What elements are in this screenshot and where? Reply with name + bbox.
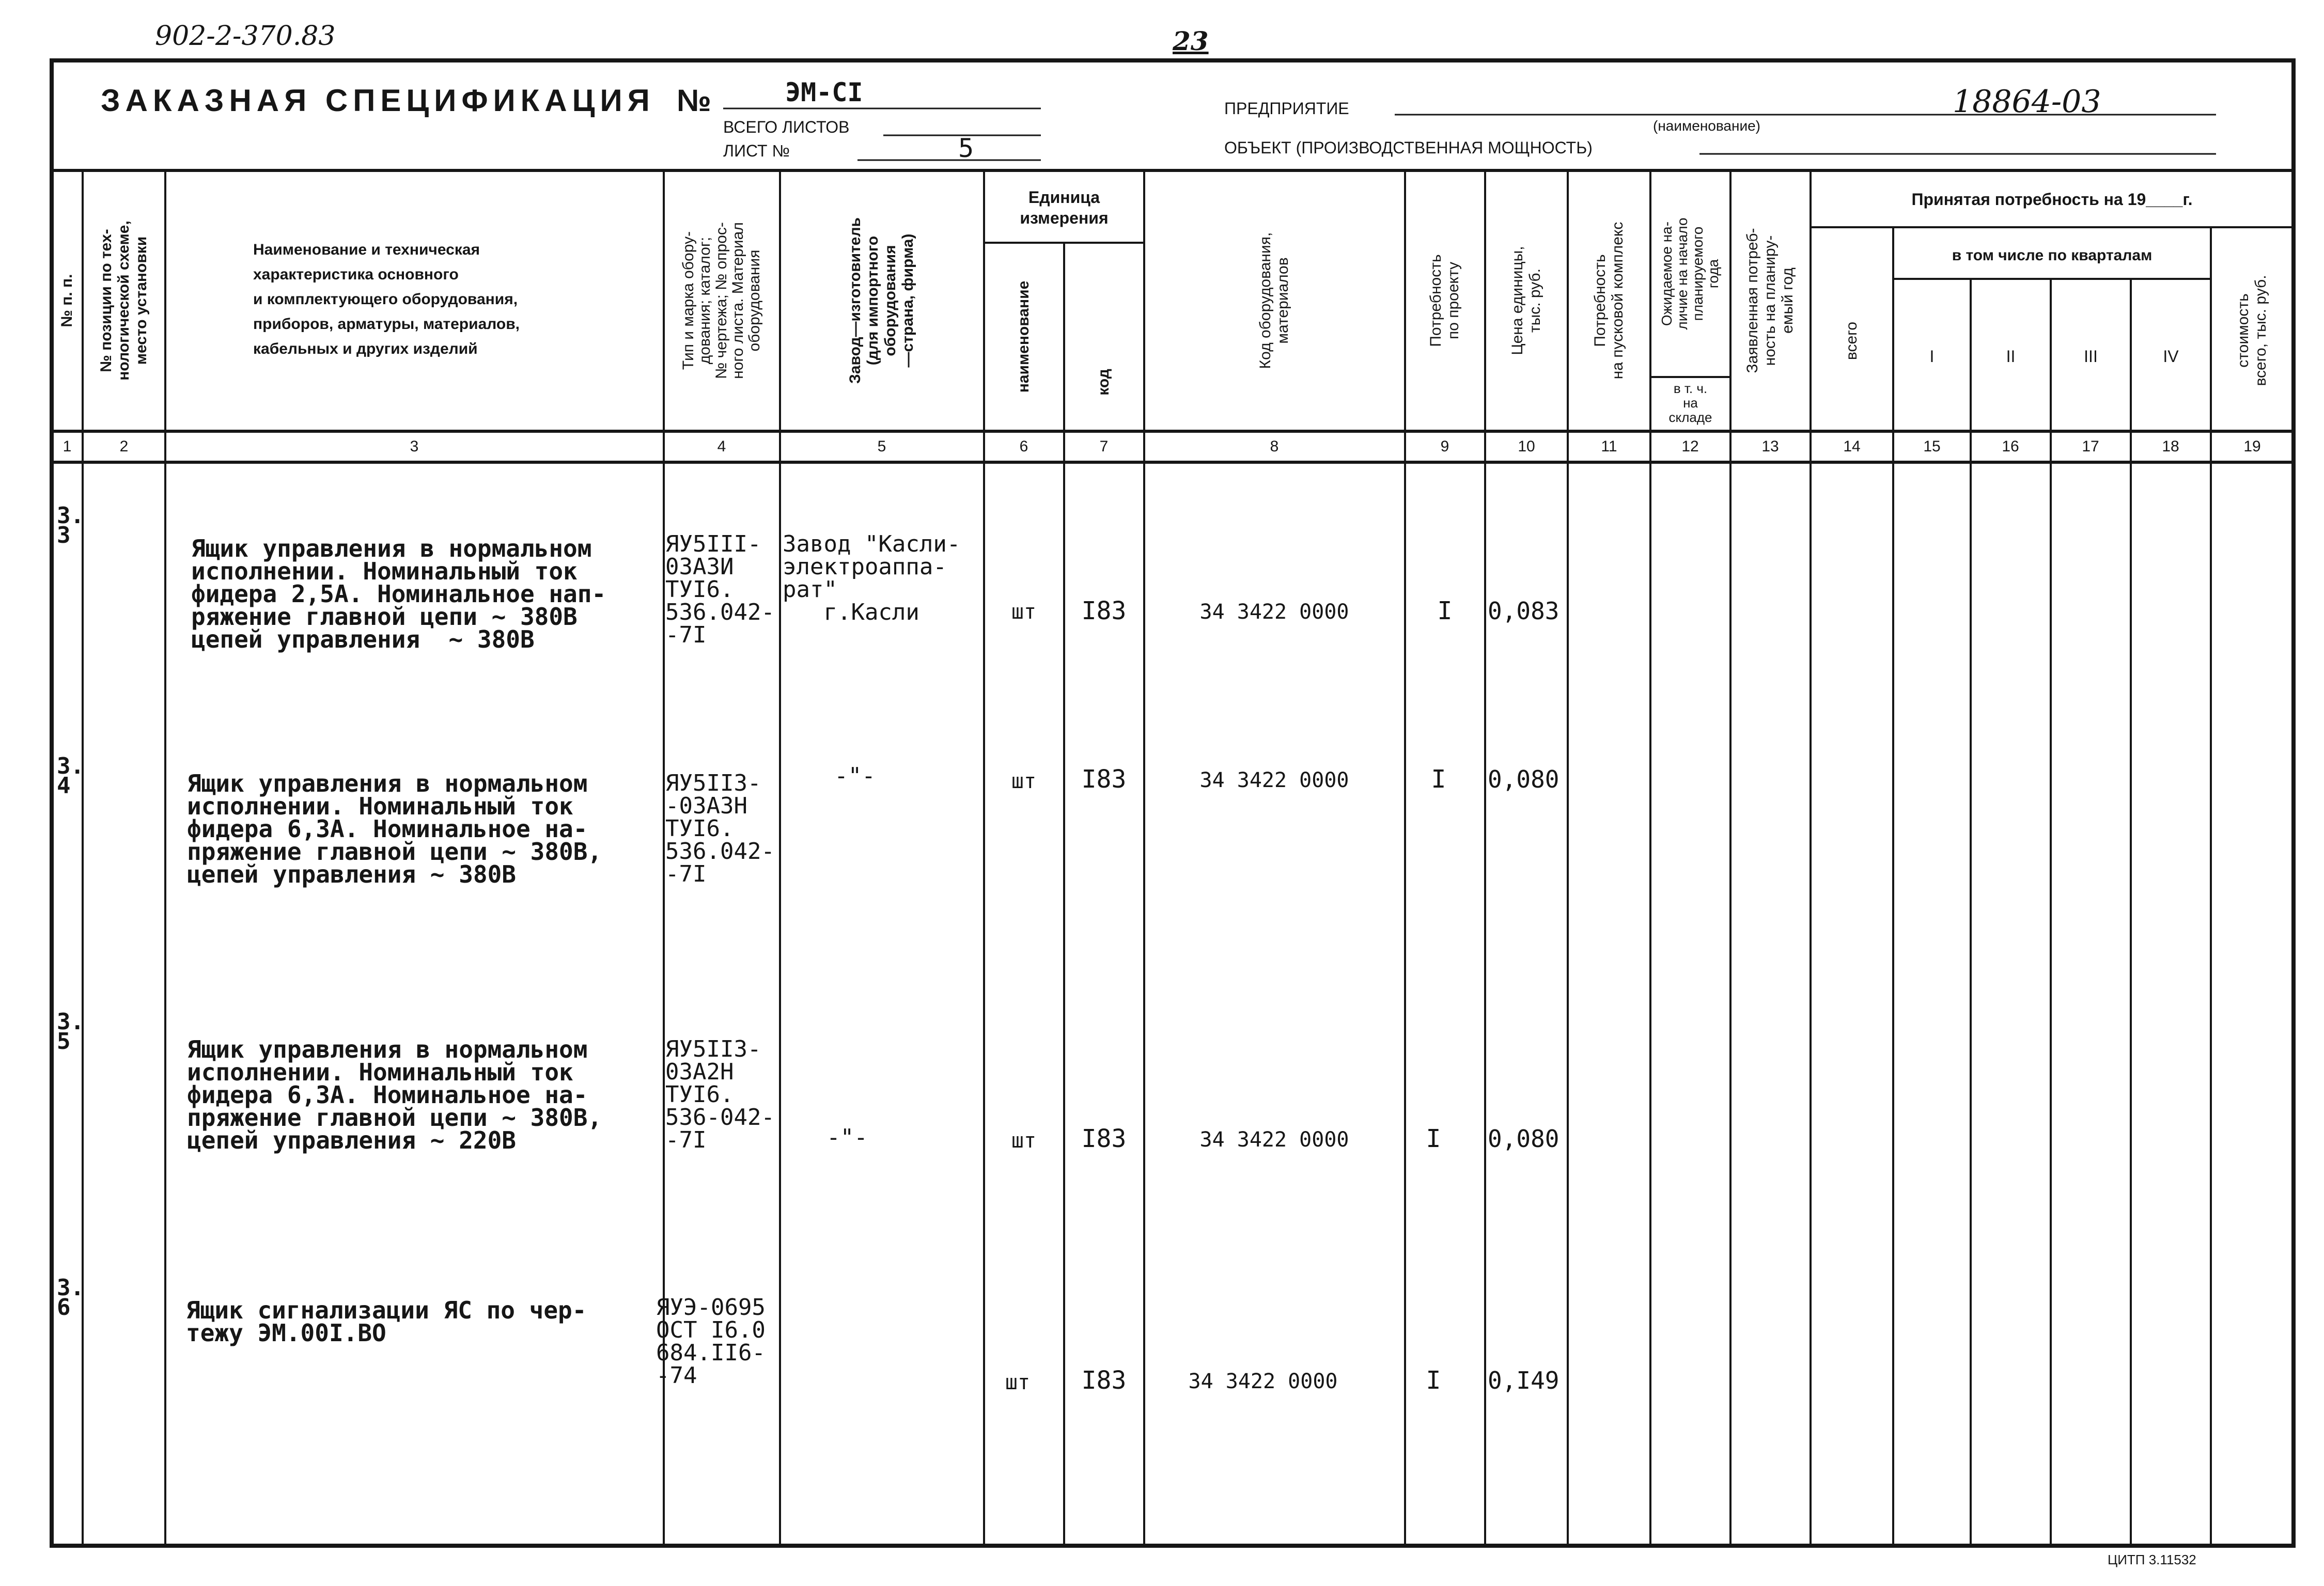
row-description: Ящик управления в нормальном исполнении. Номинальный ток фидера 6,3А. Номинальное на- пряжение главной цепи ~ 380В, цепей управления ~ 220В [187, 1035, 602, 1154]
col-header-14: всего [1843, 321, 1860, 360]
col-header-9: Потребность по проекту [1427, 254, 1462, 347]
col-header-6: наименование [1015, 280, 1032, 393]
sheet-label: ЛИСТ № [723, 142, 790, 160]
col-header-10: Цена единицы, тыс. руб. [1509, 246, 1543, 355]
col-header-4: Тип и марка обору- дования; каталог; № чертежа; № опрос- ного листа. Материал оборудования [680, 222, 763, 379]
row-type: ЯУ5II3- -03А3Н ТУI6. 536.042- -7I [665, 770, 775, 887]
column-number: 17 [2082, 438, 2099, 455]
row-number: 3. 5 [57, 1009, 84, 1055]
col-header-12: Ожидаемое на- личие на начало планируемого года [1659, 217, 1721, 330]
row-code: 34 3422 0000 [1199, 600, 1349, 624]
row-need: I [1426, 1124, 1441, 1153]
column-number: 6 [1019, 438, 1028, 455]
row-number: 3. 6 [57, 1275, 84, 1321]
column-number: 12 [1681, 438, 1699, 455]
col-header-q3: III [2084, 347, 2098, 366]
row-maker: -"- [826, 1124, 868, 1151]
enterprise-value: 18864-03 [1953, 84, 2101, 120]
row-price: 0,080 [1488, 765, 1559, 793]
row-maker: Завод "Касли- электроаппа- рат" г.Касли [783, 531, 961, 625]
row-code: 34 3422 0000 [1188, 1370, 1338, 1393]
row-need: I [1426, 1366, 1441, 1395]
row-unit-name: шт [1005, 1371, 1031, 1394]
row-description: Ящик сигнализации ЯС по чер- тежу ЭМ.00I.ВО [186, 1296, 587, 1347]
column-number: 9 [1440, 438, 1449, 455]
row-price: 0,083 [1488, 597, 1559, 625]
row-unit-name: шт [1011, 770, 1037, 793]
row-price: 0,080 [1488, 1125, 1559, 1153]
row-unit-code: I83 [1081, 1366, 1127, 1395]
column-number: 5 [877, 438, 886, 455]
col-header-19: стоимость всего, тыс. руб. [2235, 275, 2269, 386]
spec-title: ЗАКАЗНАЯ СПЕЦИФИКАЦИЯ [101, 83, 655, 118]
row-number: 3. 3 [57, 503, 84, 548]
row-unit-code: I83 [1081, 765, 1127, 794]
row-need: I [1431, 765, 1446, 794]
column-number: 11 [1601, 438, 1617, 455]
col-header-2: № позиции по тех- нологической схеме, место установки [98, 221, 150, 381]
column-number: 14 [1843, 438, 1861, 455]
col-header-13: Заявленная потреб- ность на планиру- емый год [1744, 228, 1796, 373]
row-unit-name: шт [1011, 600, 1037, 624]
col-header-q2: II [2006, 347, 2016, 366]
row-unit-code: I83 [1081, 596, 1127, 625]
row-maker: -"- [834, 763, 876, 789]
column-number: 7 [1099, 438, 1109, 455]
col-header-q4: IV [2163, 347, 2179, 366]
col-header-7: код [1095, 369, 1112, 396]
row-number: 3. 4 [57, 753, 84, 799]
enterprise-caption: (наименование) [1653, 118, 1760, 134]
row-type: ЯУ5III- 03А3И ТУI6. 536.042- -7I [665, 531, 775, 648]
document-number: 902-2-370.83 [155, 21, 336, 52]
row-unit-name: шт [1011, 1129, 1037, 1153]
column-number: 1 [63, 438, 72, 455]
object-label: ОБЪЕКТ (ПРОИЗВОДСТВЕННАЯ МОЩНОСТЬ) [1224, 138, 1593, 157]
row-unit-code: I83 [1081, 1124, 1127, 1153]
col-header-1: № п. п. [58, 274, 75, 327]
row-type: ЯУЭ-0695 ОСТ I6.0 684.II6- -74 [656, 1294, 766, 1389]
column-number: 19 [2243, 438, 2261, 455]
col-header-8: Код оборудования, материалов [1257, 232, 1291, 369]
row-description: Ящик управления в нормальном исполнении. Номинальный ток фидера 6,3А. Номинальное на- пряжение главной цепи ~ 380В, цепей управления ~ 380В [187, 770, 602, 888]
print-stamp: ЦИТП 3.11532 [2108, 1552, 2196, 1567]
row-need: I [1437, 596, 1453, 625]
row-code: 34 3422 0000 [1199, 1128, 1349, 1152]
page-number: 23 [1173, 26, 1209, 56]
spec-number-label: № [677, 83, 711, 118]
enterprise-label: ПРЕДПРИЯТИЕ [1224, 99, 1349, 118]
row-code: 34 3422 0000 [1199, 768, 1349, 792]
total-sheets-label: ВСЕГО ЛИСТОВ [723, 118, 850, 136]
spec-number-value: ЭМ-CI [785, 77, 863, 107]
column-number: 15 [1923, 438, 1941, 455]
col-header-5: Завод—изготовитель (для импортного оборудования —страна, фирма) [847, 217, 916, 384]
column-number: 18 [2162, 438, 2179, 455]
column-number: 13 [1761, 438, 1779, 455]
column-number: 8 [1270, 438, 1279, 455]
row-description: Ящик управления в нормальном исполнении. Номинальный ток фидера 2,5А. Номинальное нап- ряжение главной цепи ~ 380В цепей управления ~ 380В [191, 535, 606, 653]
column-number: 3 [410, 438, 419, 455]
col-header-3: Наименование и техническая характеристика основного и комплектующего оборудования, приборов, арматуры, материалов, кабельных и других изделий [253, 241, 520, 357]
col-header-q1: I [1929, 347, 1935, 366]
row-price: 0,I49 [1488, 1367, 1559, 1394]
unit-group-header: Единица измерения [1020, 188, 1109, 227]
row-type: ЯУ5II3- 03А2Н ТУI6. 536-042- -7I [665, 1036, 775, 1153]
column-number: 16 [2002, 438, 2019, 455]
column-number: 10 [1518, 438, 1535, 455]
sheet-value: 5 [958, 133, 974, 163]
quarters-group-header: в том числе по кварталам [1952, 247, 2153, 264]
col-header-12-sub: в т. ч. на складе [1668, 381, 1712, 425]
column-number: 4 [717, 438, 726, 455]
accepted-group-header: Принятая потребность на 19____г. [1911, 190, 2193, 209]
col-header-11: Потребность на пусковой комплекс [1592, 222, 1626, 380]
column-number: 2 [119, 438, 129, 455]
